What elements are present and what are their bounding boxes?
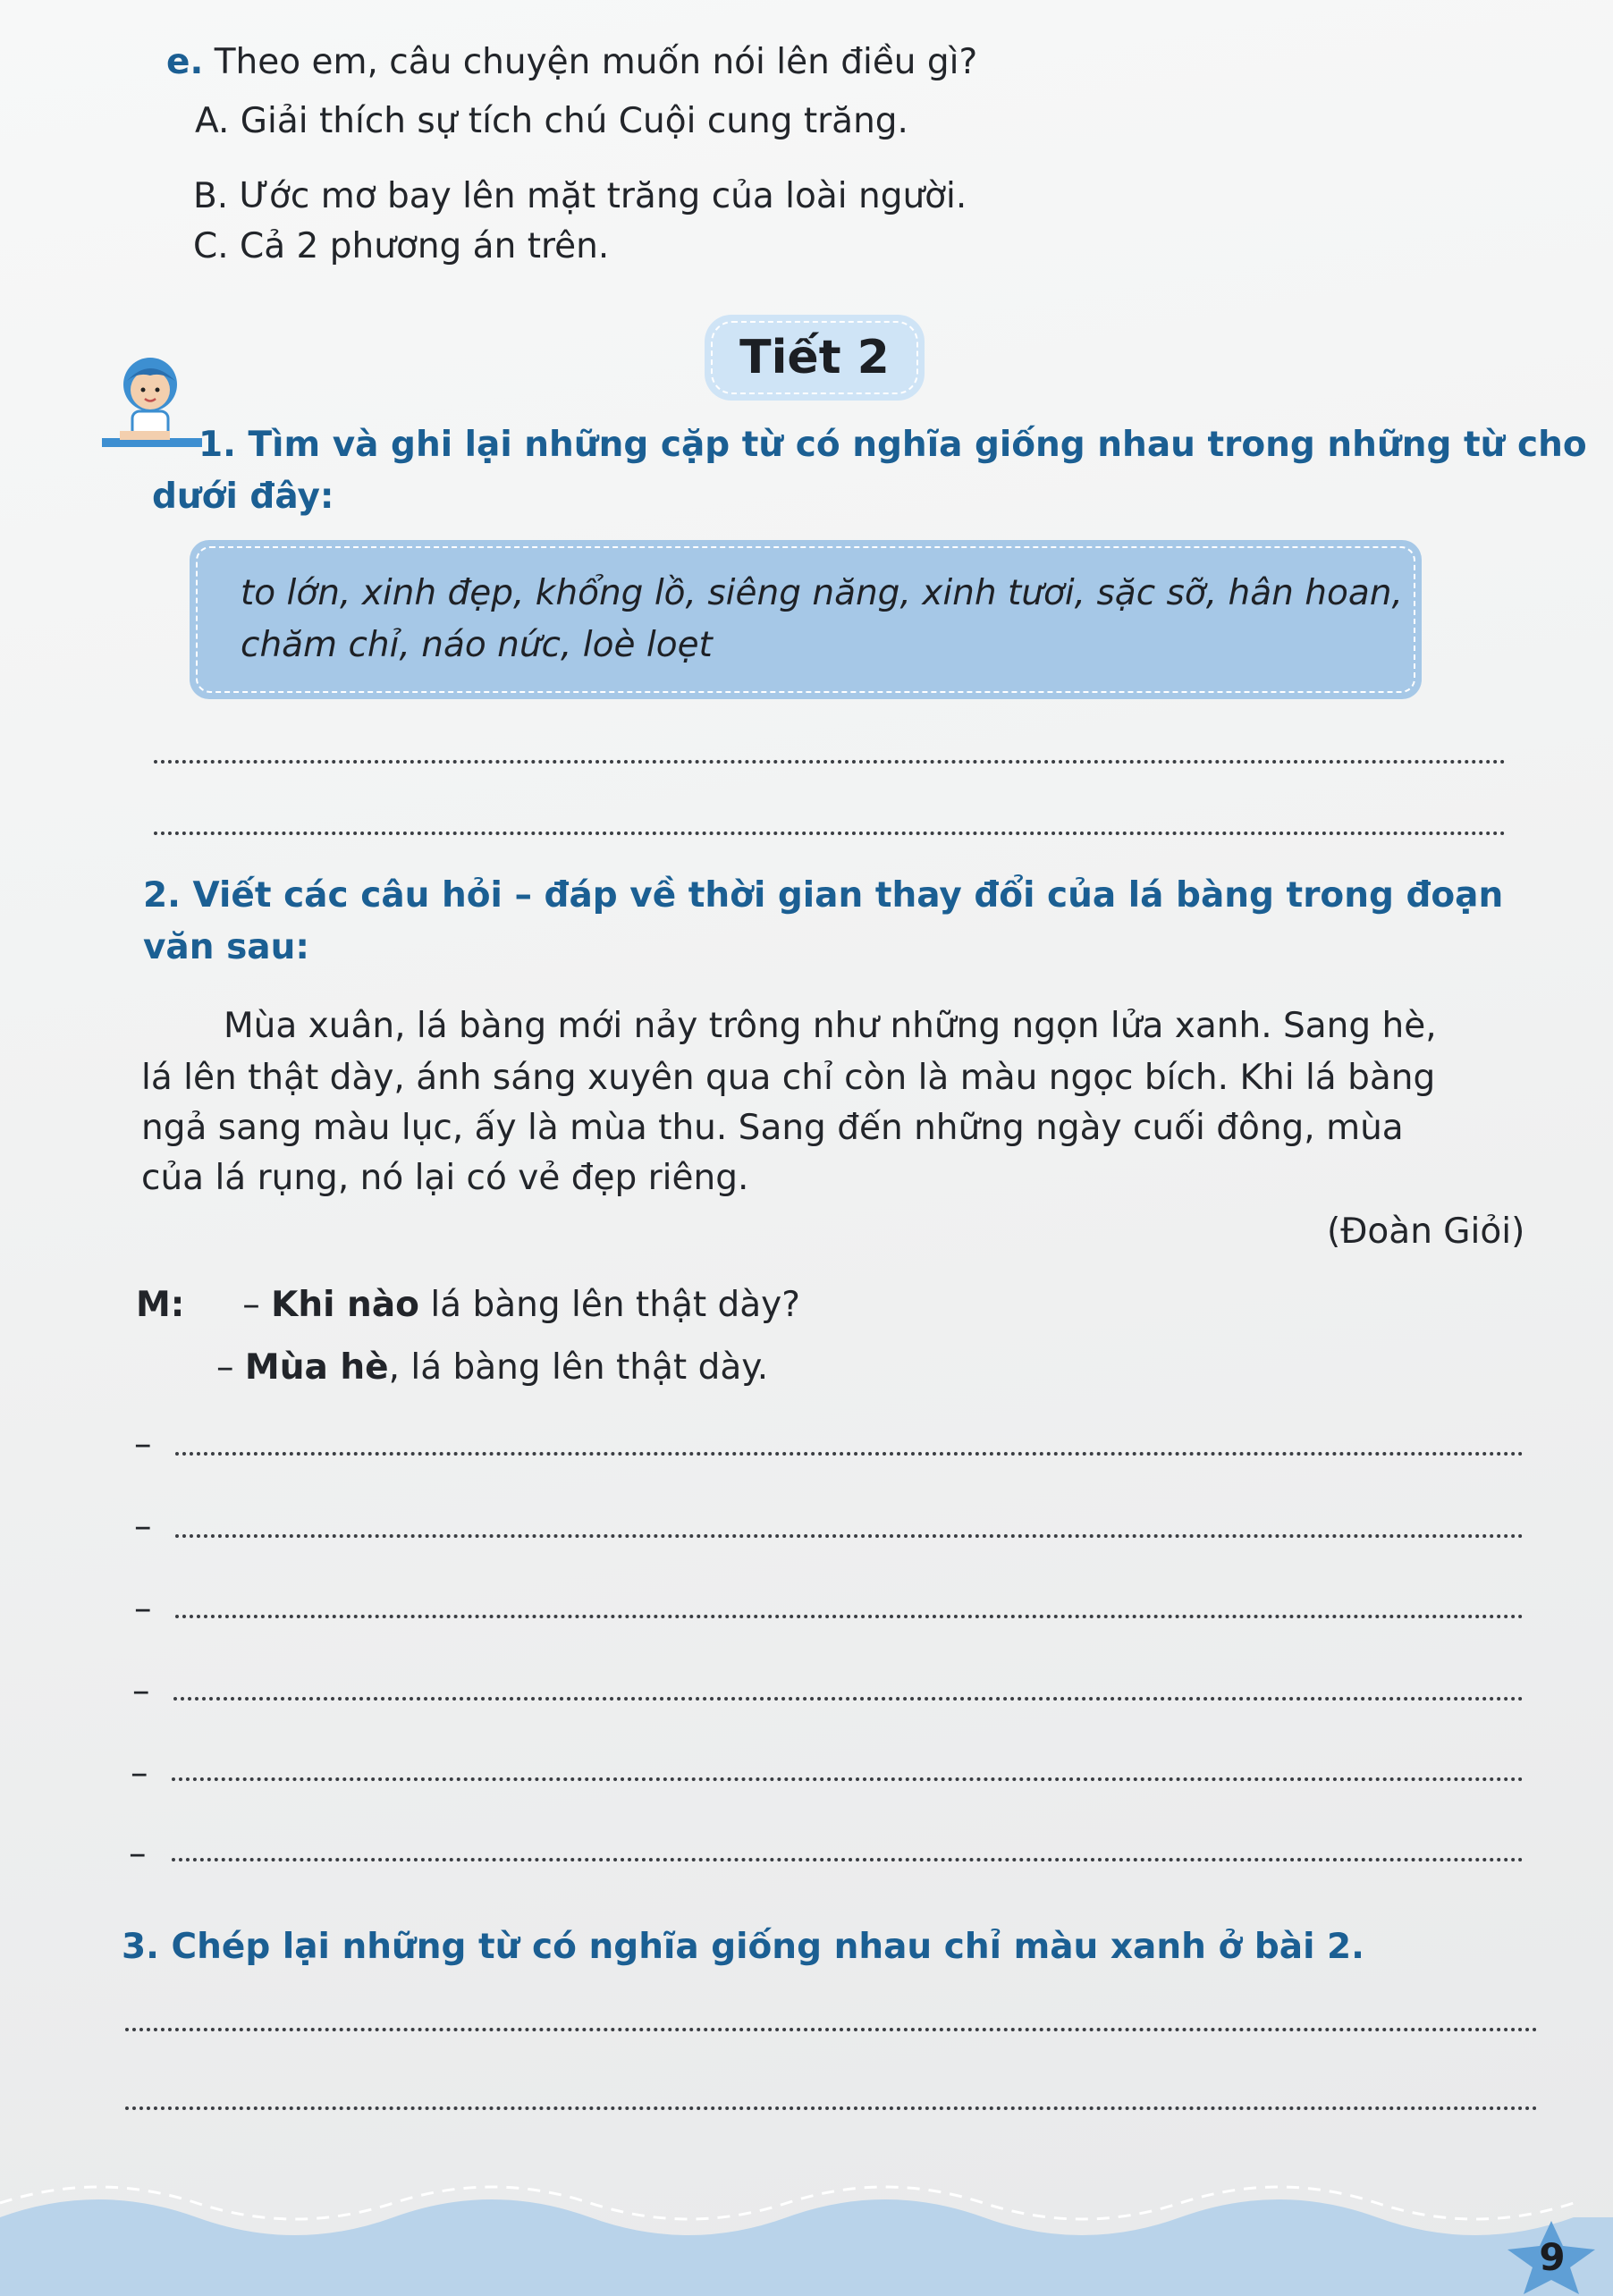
- passage-author: (Đoàn Giỏi): [1327, 1211, 1525, 1252]
- model-question-bold: Khi nào: [271, 1285, 419, 1325]
- student-writing-icon: [98, 349, 206, 465]
- exercise3-answer-line-1[interactable]: [125, 2028, 1538, 2031]
- exercise1-answer-line-2[interactable]: [154, 831, 1506, 835]
- model-answer: [216, 1345, 768, 1391]
- model-question: [136, 1282, 800, 1329]
- question-e-text: Theo em, câu chuyện muốn nói lên điều gì?: [214, 42, 978, 82]
- exercise1-prompt-line2: dưới đây:: [152, 477, 334, 517]
- option-b: B. Ước mơ bay lên mặt trăng của loài người.: [193, 176, 967, 216]
- section-title: Tiết 2: [711, 321, 918, 394]
- exercise2-answer-line-5[interactable]: [172, 1777, 1524, 1781]
- model-answer-bold: Mùa hè: [244, 1347, 389, 1388]
- answer-dash: –: [134, 1507, 152, 1547]
- exercise2-answer-line-3[interactable]: [175, 1615, 1524, 1618]
- model-question-dash: –: [242, 1285, 260, 1325]
- exercise2-answer-line-1[interactable]: [175, 1452, 1524, 1456]
- exercise2-prompt-line2: văn sau:: [143, 927, 309, 967]
- bottom-wave-decoration: [0, 2182, 1613, 2296]
- option-c: C. Cả 2 phương án trên.: [193, 226, 610, 266]
- word-list-box: [190, 540, 1422, 699]
- answer-dash: –: [129, 1834, 147, 1874]
- answer-dash: –: [134, 1424, 152, 1465]
- section-badge: [705, 315, 925, 401]
- passage-line-3: ngả sang màu lục, ấy là mùa thu. Sang đến những ngày cuối đông, mùa: [141, 1108, 1404, 1148]
- answer-dash: –: [131, 1753, 148, 1794]
- exercise2-answer-line-2[interactable]: [175, 1534, 1524, 1538]
- option-a: A. Giải thích sự tích chú Cuội cung trăng.: [195, 101, 908, 141]
- exercise3-prompt: 3. Chép lại những từ có nghĩa giống nhau chỉ màu xanh ở bài 2.: [122, 1927, 1364, 1967]
- answer-dash: –: [132, 1671, 150, 1711]
- model-answer-dash: –: [216, 1347, 234, 1388]
- page-number: 9: [1539, 2235, 1566, 2279]
- word-list-line2: chăm chỉ, náo nức, loè loẹt: [241, 625, 713, 665]
- exercise2-answer-line-4[interactable]: [173, 1697, 1524, 1701]
- passage-line-2: lá lên thật dày, ánh sáng xuyên qua chỉ còn là màu ngọc bích. Khi lá bàng: [141, 1058, 1436, 1098]
- exercise2-answer-line-6[interactable]: [172, 1858, 1524, 1861]
- exercise1-answer-line-1[interactable]: [154, 760, 1506, 764]
- passage-line-1: Mùa xuân, lá bàng mới nảy trông như những ngọn lửa xanh. Sang hè,: [224, 1006, 1437, 1046]
- exercise1-prompt-line1: 1. Tìm và ghi lại những cặp từ có nghĩa giống nhau trong những từ cho: [198, 425, 1587, 465]
- model-answer-rest: , lá bàng lên thật dày.: [388, 1347, 769, 1388]
- question-e-label: e.: [166, 42, 204, 82]
- model-label: M:: [136, 1285, 185, 1325]
- exercise3-answer-line-2[interactable]: [125, 2106, 1538, 2110]
- passage-line-4: của lá rụng, nó lại có vẻ đẹp riêng.: [141, 1158, 749, 1198]
- question-e: [166, 39, 977, 86]
- answer-dash: –: [134, 1589, 152, 1629]
- model-question-rest: lá bàng lên thật dày?: [418, 1285, 800, 1325]
- exercise2-prompt-line1: 2. Viết các câu hỏi – đáp về thời gian thay đổi của lá bàng trong đoạn: [143, 875, 1504, 916]
- word-list-line1: to lớn, xinh đẹp, khổng lồ, siêng năng, xinh tươi, sặc sỡ, hân hoan,: [241, 573, 1403, 613]
